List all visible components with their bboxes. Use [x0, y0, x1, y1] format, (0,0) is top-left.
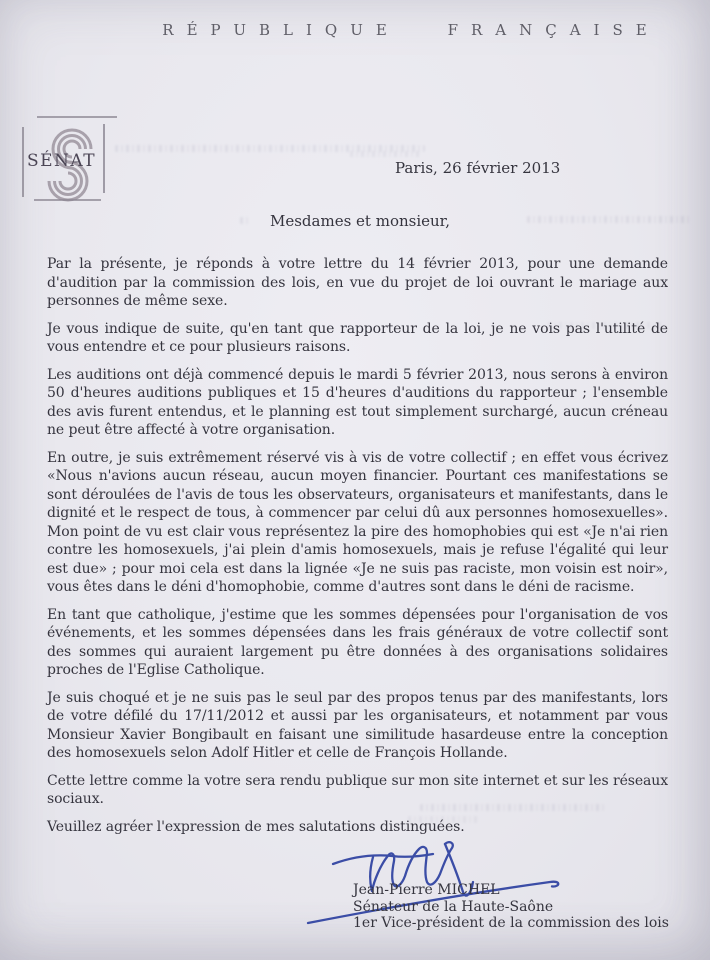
- closing-formula: Veuillez agréer l'expression de mes salutations distinguées.: [47, 818, 465, 835]
- signature-block: [353, 882, 669, 932]
- letter-paragraph: Je vous indique de suite, qu'en tant que rapporteur de la loi, je ne vois pas l'utilité de vous entendre et ce pour plusieurs raisons.: [47, 320, 668, 355]
- letter-paragraph: Je suis choqué et je ne suis pas le seul par des propos tenus par des manifestants, lors de votre défilé du 17/11/2012 et aussi par les organisateurs, et notamment par vous Monsieur Xavier Bongibault en faisant une similitude hasardeuse entre la conception des homosexuels selon Adolf Hitler et celle de François Hollande.: [47, 689, 668, 761]
- bleedthrough-artifact: [240, 217, 249, 224]
- dateline: Paris, 26 février 2013: [395, 159, 561, 177]
- bleedthrough-artifact: [350, 151, 422, 157]
- letter-paragraph: En outre, je suis extrêmement réservé vis à vis de votre collectif ; en effet vous écrivez «Nous n'avions aucun réseau, aucun moyen financier. Pourtant ces manifestations se sont déroulées de l'avis de tous les observateurs, organisateurs et manifestants, dans le dignité et le respect de tous, à commencer par celui dû aux personnes homosexuelles». Mon point de vu est clair vous représentez la pire des homophobies qui est «Je n'ai rien contre les homosexuels, j'ai plein d'amis homosexuels, mais je refuse l'égalité qui leur est due» ; pour moi cela est dans la lignée «Je ne suis pas raciste, mon voisin est noir», vous êtes dans le déni d'homophobie, comme d'autres sont dans le déni de racisme.: [47, 449, 668, 595]
- senat-logo: [20, 113, 120, 209]
- letter-paragraph: Cette lettre comme la votre sera rendu publique sur mon site internet et sur les réseaux sociaux.: [47, 772, 668, 807]
- senat-logo-text: SÉNAT: [27, 151, 97, 171]
- letter-paragraph: En tant que catholique, j'estime que les sommes dépensées pour l'organisation de vos événements, et les sommes dépensées dans les frais généraux de votre collectif sont des sommes qui auraient largement pu être données à des organisations solidaires proches de l'Eglise Catholique.: [47, 606, 668, 678]
- signatory-title-2: 1er Vice-président de la commission des lois: [353, 915, 669, 931]
- bleedthrough-artifact: [527, 216, 692, 223]
- letter-paragraph: Les auditions ont déjà commencé depuis le mardi 5 février 2013, nous serons à environ 50 d'heures auditions publiques et 15 d'heures d'auditions du rapporteur ; l'ensemble des avis furent entendus, et le planning est tout simplement surchargé, aucun créneau ne peut être affecté à votre organisation.: [47, 366, 668, 438]
- letter-body: [47, 255, 668, 845]
- salutation: Mesdames et monsieur,: [270, 212, 450, 230]
- senat-logo-icon: [20, 113, 120, 209]
- signatory-name: Jean-Pierre MICHEL: [353, 882, 500, 898]
- republique-francaise-header: RÉPUBLIQUE FRANÇAISE: [162, 21, 660, 39]
- letter-paragraph: Par la présente, je réponds à votre lettre du 14 février 2013, pour une demande d'audition par la commission des lois, en vue du projet de loi ouvrant le mariage aux personnes de même sexe.: [47, 256, 668, 309]
- signatory-title-1: Sénateur de la Haute-Saône: [353, 898, 554, 915]
